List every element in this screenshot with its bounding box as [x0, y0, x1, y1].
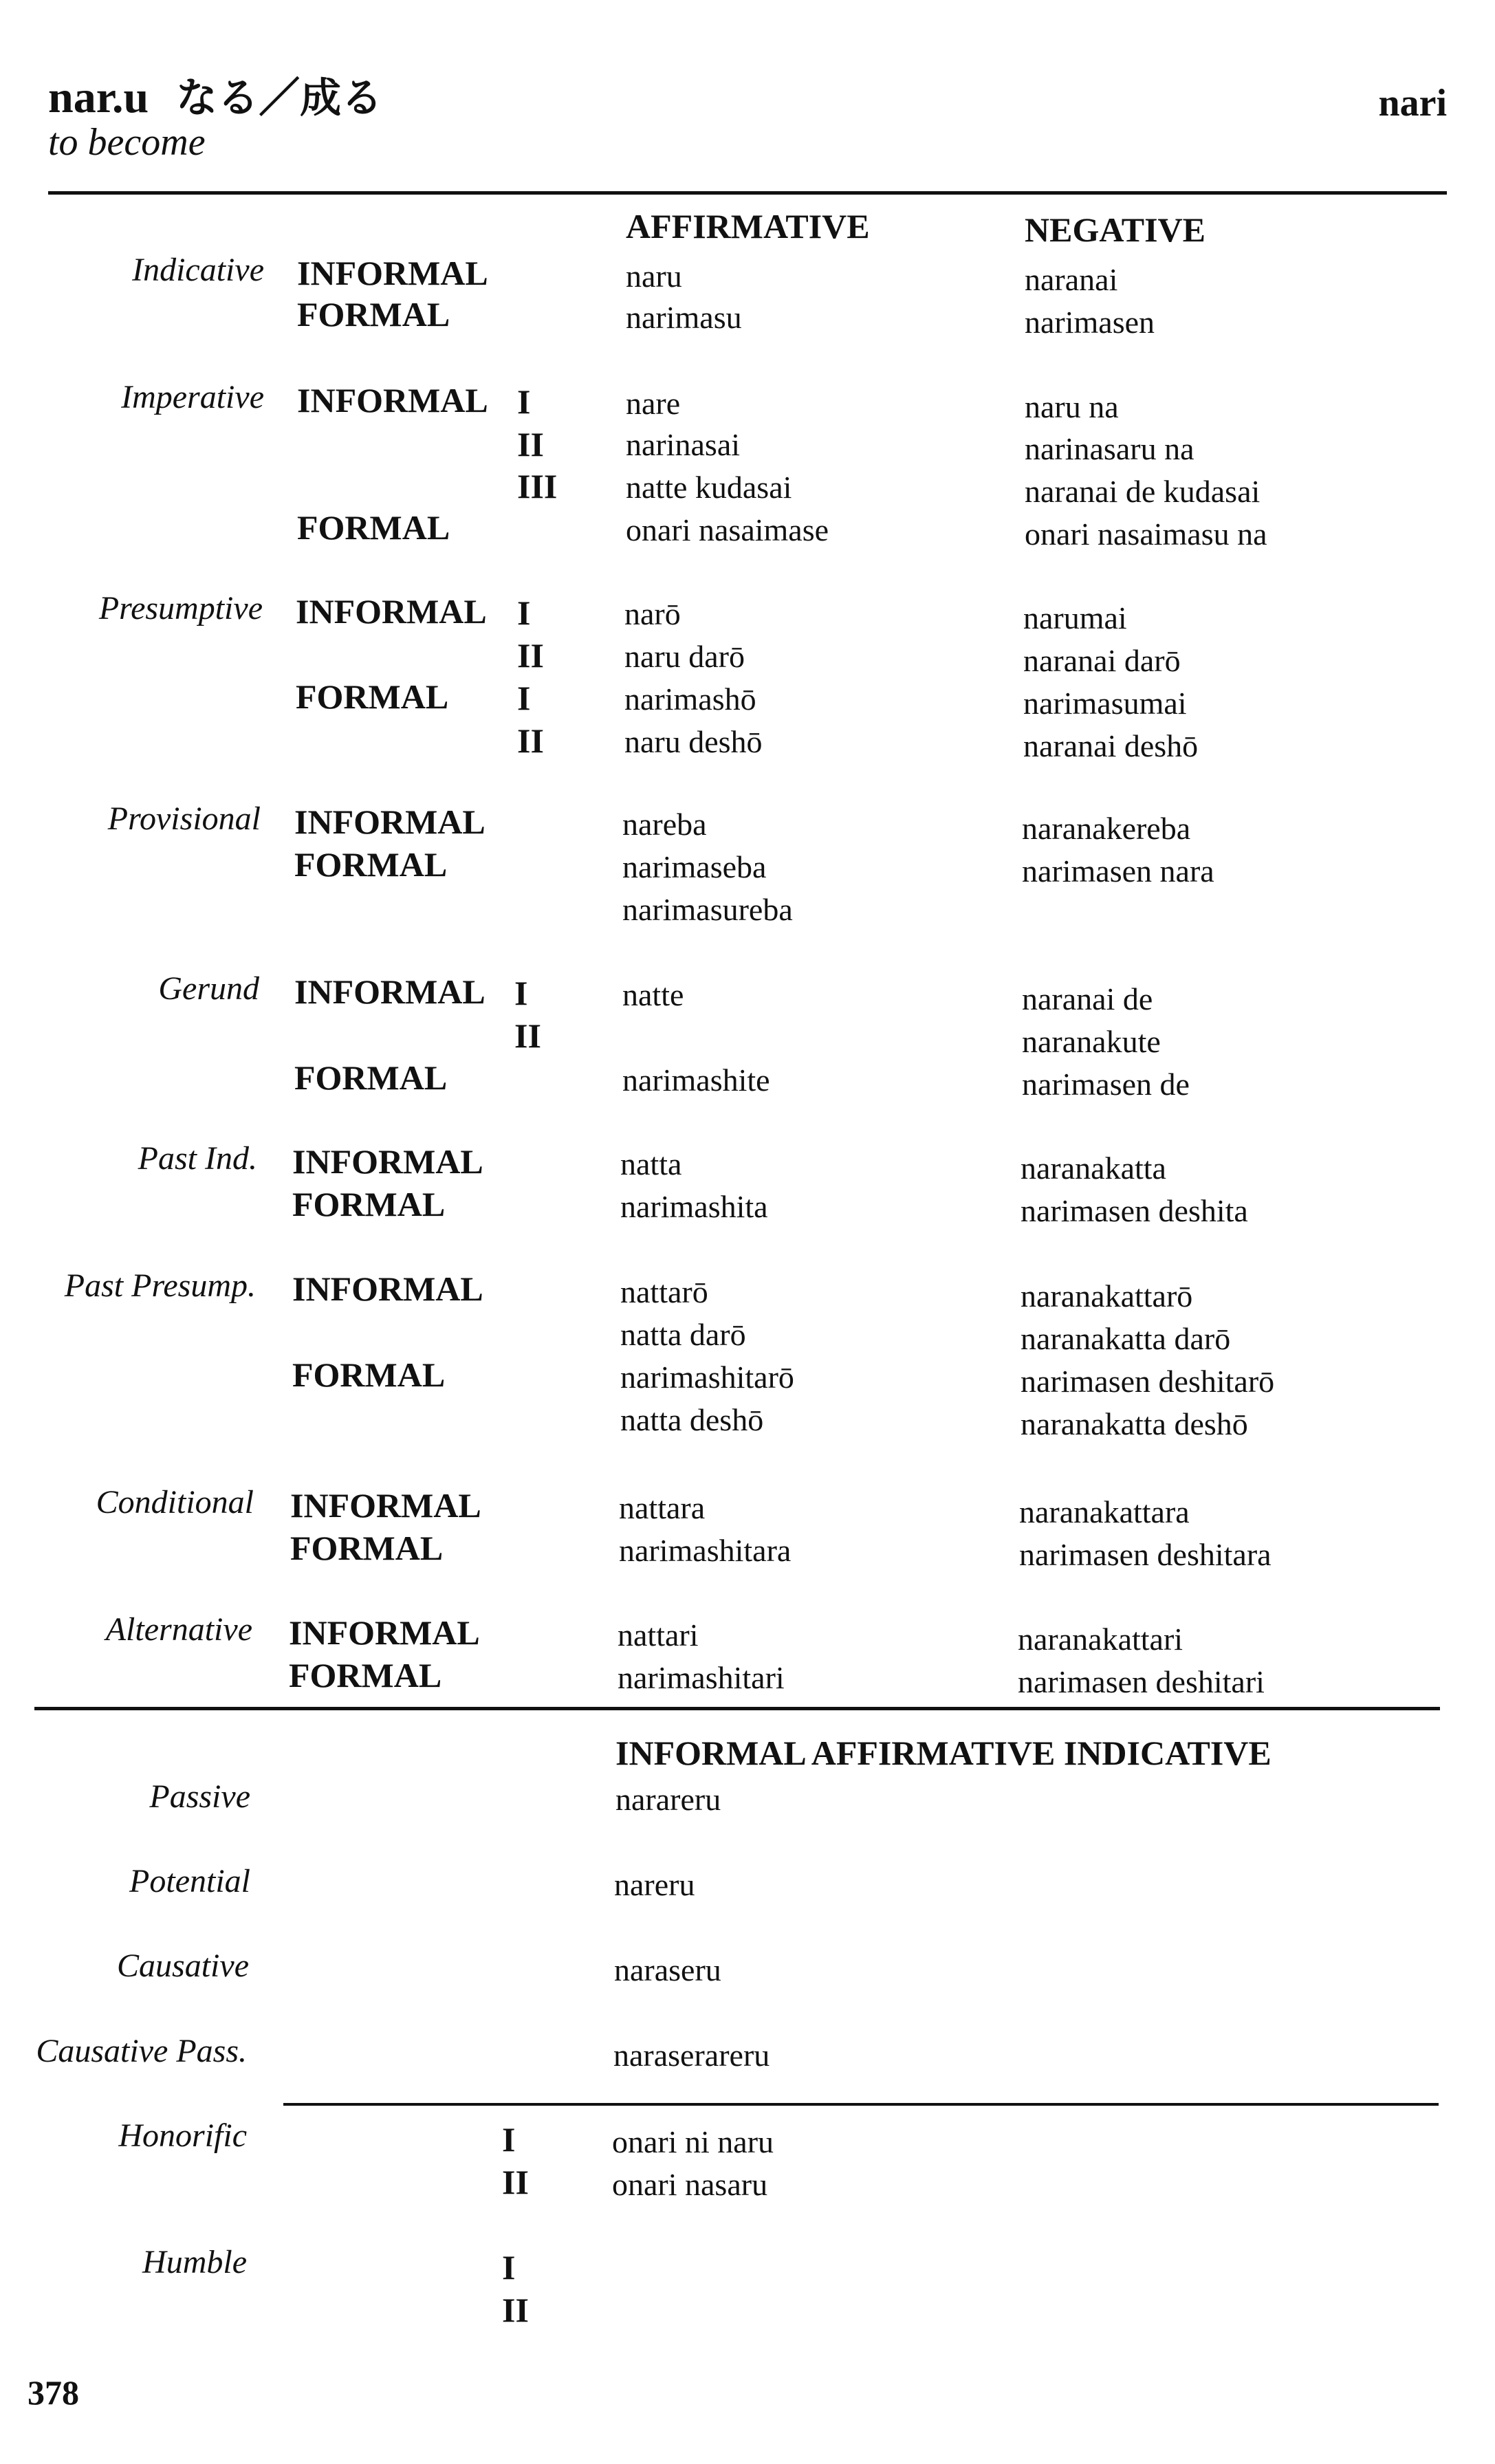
category-past-indicative: Past Ind. [138, 1140, 257, 1177]
past-ind-formal-negative: narimasen deshita [1021, 1193, 1248, 1228]
level-I: I [517, 382, 531, 421]
past-presump-informal-affirmative-1: nattarō [620, 1274, 708, 1309]
imperative-ii-affirmative: narinasai [626, 427, 741, 462]
level-I: I [517, 679, 531, 717]
imperative-i-affirmative: nare [626, 386, 681, 421]
gerund-informal-i-affirmative: natte [622, 977, 684, 1012]
past-ind-formal-affirmative: narimashita [620, 1189, 768, 1224]
register-informal: INFORMAL [297, 254, 488, 292]
indicative-informal-affirmative: naru [626, 259, 682, 294]
level-III: III [517, 467, 558, 505]
level-I: I [502, 2120, 516, 2159]
causative-form: naraseru [614, 1952, 721, 1987]
presumptive-informal-i-negative: narumai [1023, 600, 1127, 635]
register-informal: INFORMAL [292, 1269, 483, 1308]
honorific-rule [283, 2103, 1439, 2106]
provisional-formal-affirmative-alt: narimasureba [622, 892, 793, 927]
level-II: II [517, 636, 544, 675]
register-formal: FORMAL [292, 1185, 446, 1223]
level-II: II [517, 425, 544, 464]
presumptive-formal-ii-affirmative: naru deshō [624, 724, 763, 759]
past-presump-formal-negative-1: narimasen deshitarō [1021, 1364, 1275, 1399]
level-I: I [514, 974, 528, 1012]
register-informal: INFORMAL [289, 1613, 480, 1652]
past-presump-formal-affirmative-1: narimashitarō [620, 1360, 794, 1395]
imperative-i-negative: naru na [1025, 389, 1119, 424]
register-formal: FORMAL [297, 295, 450, 334]
register-formal: FORMAL [294, 1058, 448, 1097]
presumptive-informal-i-affirmative: narō [624, 596, 681, 631]
register-informal: INFORMAL [292, 1142, 483, 1181]
register-formal: FORMAL [292, 1355, 446, 1394]
category-honorific: Honorific [118, 2117, 247, 2154]
register-formal: FORMAL [290, 1529, 444, 1567]
potential-form: nareru [614, 1867, 695, 1902]
past-ind-informal-affirmative: natta [620, 1146, 682, 1181]
category-imperative: Imperative [121, 379, 264, 415]
negative-heading: NEGATIVE [1025, 210, 1206, 249]
imperative-formal-negative: onari nasaimasu na [1025, 516, 1267, 552]
presumptive-informal-ii-affirmative: naru darō [624, 639, 745, 674]
verb-stem: nari [1378, 82, 1447, 124]
register-informal: INFORMAL [297, 381, 488, 419]
gerund-formal-affirmative: narimashite [622, 1062, 770, 1098]
gerund-informal-ii-negative: naranakute [1022, 1024, 1161, 1059]
level-II: II [502, 2163, 529, 2201]
level-II: II [517, 721, 544, 760]
indicative-formal-affirmative: narimasu [626, 300, 742, 335]
alternative-formal-negative: narimasen deshitari [1018, 1664, 1265, 1699]
past-presump-informal-negative-2: naranakatta darō [1021, 1321, 1231, 1356]
past-presump-formal-negative-2: naranakatta deshō [1021, 1406, 1248, 1441]
register-formal: FORMAL [296, 677, 449, 716]
provisional-formal-negative: narimasen nara [1022, 853, 1214, 888]
past-presump-informal-negative-1: naranakattarō [1021, 1278, 1193, 1313]
alternative-informal-affirmative: nattari [618, 1617, 699, 1653]
provisional-formal-affirmative: narimaseba [622, 849, 767, 884]
affirmative-heading: AFFIRMATIVE [626, 207, 870, 246]
provisional-informal-negative: naranakereba [1022, 811, 1191, 846]
indicative-formal-negative: narimasen [1025, 305, 1155, 340]
honorific-ii-form: onari nasaru [612, 2167, 768, 2202]
imperative-formal-affirmative: onari nasaimase [626, 512, 829, 547]
verb-japanese: なる／成る [176, 74, 383, 122]
category-causative: Causative [117, 1948, 249, 1984]
page-number: 378 [28, 2373, 79, 2412]
category-passive: Passive [149, 1778, 250, 1815]
presumptive-formal-ii-negative: naranai deshō [1023, 728, 1199, 763]
category-humble: Humble [142, 2244, 247, 2280]
register-formal: FORMAL [294, 845, 448, 884]
provisional-informal-affirmative: nareba [622, 807, 707, 842]
conditional-informal-affirmative: nattara [619, 1490, 706, 1525]
presumptive-informal-ii-negative: naranai darō [1023, 643, 1181, 678]
section-rule [34, 1707, 1440, 1710]
level-I: I [517, 593, 531, 632]
verb-romaji: nar.u [48, 72, 149, 122]
register-informal: INFORMAL [296, 592, 487, 631]
header-rule [48, 191, 1447, 195]
past-presump-informal-affirmative-2: natta darō [620, 1317, 746, 1352]
category-presumptive: Presumptive [98, 590, 263, 626]
register-formal: FORMAL [297, 508, 450, 547]
past-presump-formal-affirmative-2: natta deshō [620, 1402, 764, 1437]
conditional-informal-negative: naranakattara [1019, 1494, 1190, 1529]
gerund-formal-negative: narimasen de [1022, 1067, 1190, 1102]
category-conditional: Conditional [96, 1484, 254, 1520]
causative-passive-form: naraserareru [613, 2038, 770, 2073]
gerund-informal-i-negative: naranai de [1022, 981, 1153, 1016]
register-informal: INFORMAL [294, 803, 485, 841]
past-ind-informal-negative: naranakatta [1021, 1151, 1166, 1186]
conditional-formal-affirmative: narimashitara [619, 1533, 792, 1568]
alternative-formal-affirmative: narimashitari [618, 1660, 785, 1695]
passive-form: narareru [615, 1782, 721, 1817]
level-II: II [514, 1016, 541, 1055]
register-informal: INFORMAL [290, 1486, 481, 1525]
register-formal: FORMAL [289, 1656, 442, 1694]
level-II: II [502, 2291, 529, 2329]
informal-affirmative-indicative-heading: INFORMAL AFFIRMATIVE INDICATIVE [615, 1734, 1272, 1772]
level-I: I [502, 2248, 516, 2287]
honorific-i-form: onari ni naru [612, 2124, 774, 2159]
indicative-informal-negative: naranai [1025, 262, 1118, 297]
verb-heading [48, 65, 382, 124]
category-provisional: Provisional [107, 800, 261, 837]
category-causative-passive: Causative Pass. [36, 2033, 247, 2069]
register-informal: INFORMAL [294, 972, 485, 1011]
category-gerund: Gerund [158, 970, 259, 1007]
imperative-iii-affirmative: natte kudasai [626, 470, 792, 505]
imperative-iii-negative: naranai de kudasai [1025, 474, 1261, 509]
category-indicative: Indicative [132, 252, 264, 288]
category-past-presumptive: Past Presump. [64, 1267, 256, 1304]
category-potential: Potential [129, 1863, 250, 1899]
verb-gloss: to become [48, 121, 206, 164]
alternative-informal-negative: naranakattari [1018, 1622, 1183, 1657]
presumptive-formal-i-affirmative: narimashō [624, 682, 756, 717]
category-alternative: Alternative [105, 1611, 252, 1648]
presumptive-formal-i-negative: narimasumai [1023, 686, 1187, 721]
conditional-formal-negative: narimasen deshitara [1019, 1537, 1272, 1572]
imperative-ii-negative: narinasaru na [1025, 431, 1194, 466]
